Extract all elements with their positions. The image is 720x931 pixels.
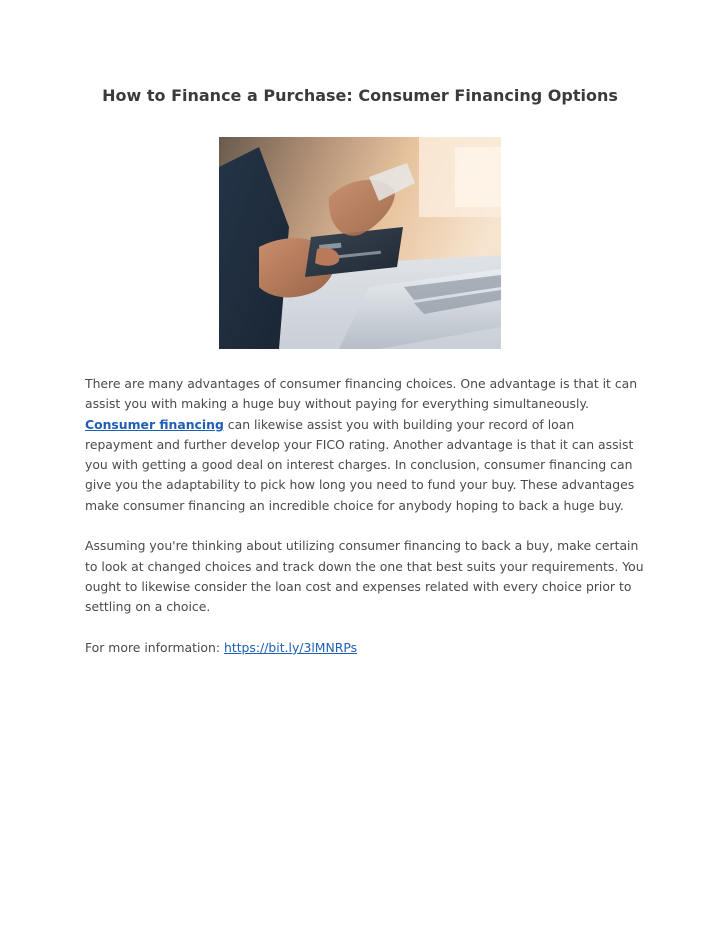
hero-photo-credit-card-phone-laptop [219,137,501,349]
paragraph-intro-text: There are many advantages of consumer financing choices. One advantage is that it can assist you with making a huge buy without paying for everything simultaneously. [85,376,638,412]
more-info-line [85,638,645,658]
paragraph-considerations: Assuming you're thinking about utilizing consumer financing to back a buy, make certain to look at changed choices and track down the one that best suits your requirements. You ought to likewise consider the loan cost and expenses related with every choice prior to settling on a choice. [85,538,644,615]
more-info-label: For more information: [85,639,221,655]
page-title: How to Finance a Purchase: Consumer Financing Options [102,86,618,105]
more-info-url-link[interactable]: https://bit.ly/3lMNRPs [223,639,358,655]
paragraph-rest-text: can likewise assist you with building your record of loan repayment and further develop your FICO rating. Another advantage is that it can assist you with getting a good deal on interest charges. In conclusion, consumer financing can give you the adaptability to pick how long you need to fund your buy. These advantages make consumer financing an incredible choice for anybody hoping to back a huge buy. [85,416,635,513]
paragraph-advantages [85,374,645,516]
consumer-financing-link[interactable]: Consumer financing [85,416,224,432]
article-body [85,374,645,678]
